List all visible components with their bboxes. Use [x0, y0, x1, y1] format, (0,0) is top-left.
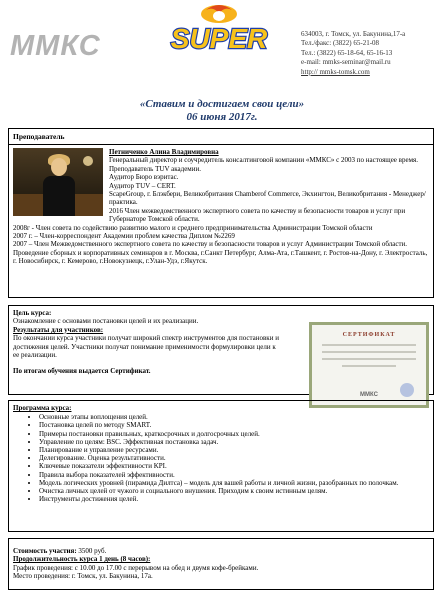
teacher-bio-line: Генеральный директор и соучредитель консалтинговой компании «ММКС» с 2003 по настоящее время.	[109, 156, 418, 165]
program-list	[13, 413, 429, 503]
teacher-bio-line: 2007 – Член Межведомственного экспертного совета по качеству и безопасности товаров и услуг Администрации Томской области.	[13, 240, 408, 249]
super-logo-graphic	[168, 2, 270, 70]
program-item: • Модель логических уровней (пирамида Дилтса) – модель для вашей работы и личной жизни, разобранных по полочкам.	[39, 479, 429, 487]
program-item: • Очистка личных целей от чужого и социального внушения. Приходим к своим истинным целям.	[39, 487, 429, 495]
teacher-bio-line: 2007 г. – Член-корреспондент Академии проблем качества Диплом №2269	[13, 232, 235, 241]
program-item: • Правила выбора показателей эффективности.	[39, 471, 429, 479]
results-text: По окончании курса участники получат широкий спектр инструментов для постановки и достижения целей. Участники получат понимание применимости формулировки цели к ее реализации.	[13, 334, 279, 360]
contact-fax: Тел./факс: (3822) 65-21-08	[301, 39, 380, 48]
program-item: • Делегирование. Оценка результативности.	[39, 454, 429, 462]
certificate-note: По итогам обучения выдается Сертификат.	[13, 367, 151, 376]
course-title-text: «Ставим и достигаем свои цели»	[139, 98, 305, 110]
teacher-name: Петниченко Алина Владимировна	[109, 148, 219, 156]
course-details-body	[9, 539, 433, 583]
teacher-bio-line: Аудитор Бюро вэритас.	[109, 173, 179, 182]
teacher-bio	[9, 145, 433, 269]
course-goal-section	[8, 305, 434, 398]
course-program-section	[8, 400, 434, 532]
cost-label: Стоимость участия:	[13, 547, 77, 555]
program-item: • Ключевые показатели эффективности KPI.	[39, 462, 429, 470]
teacher-bio-line: Проведение сборных и корпоративных семинаров в г. Москва, г.Санкт Петербург, Алма-Ата, г.Ташкент, г. Ростов-на-Дону, г. Электросталь, г. Новосибирск, г. Кемерово, г.Новокузнецк, г.Улан-Удэ, г.Якутск.	[13, 248, 428, 266]
program-heading: Программа курса:	[13, 404, 72, 412]
program-item: • Примеры постановки правильных, краткосрочных и долгосрочных целей.	[39, 430, 429, 438]
program-item: • Управление по целям: BSC. Эффективная постановка задач.	[39, 438, 429, 446]
certificate-title: СЕРТИФИКАТ	[342, 332, 396, 338]
program-item: • Планирование и управление ресурсами.	[39, 446, 429, 454]
super-logo	[168, 2, 270, 70]
teacher-bio-line: 2016 Член межведомственного экспертного совета по качеству и безопасности товаров и услуг при Губернаторе Томской области.	[109, 206, 406, 224]
course-goal-body	[9, 306, 433, 398]
duration-label: Продолжительность курса 1 день (8 часов):	[13, 555, 151, 564]
super-logo-text: SUPER	[170, 23, 268, 54]
contact-website-link[interactable]: http:// mmks-tomsk.com	[301, 67, 370, 76]
teacher-bio-line: Аудитор TUV – CERT.	[109, 181, 176, 190]
results-label: Результаты для участников:	[13, 325, 104, 334]
goal-text: Ознакомление с основами постановки целей и их реализации.	[13, 317, 199, 326]
contact-email[interactable]: e-mail: mmks-seminar@mail.ru	[301, 58, 391, 67]
goal-label: Цель курса:	[13, 309, 52, 317]
program-item: • Постановка целей по методу SMART.	[39, 421, 429, 429]
teacher-section	[8, 128, 434, 298]
teacher-bio-line: Преподаватель TUV академии.	[109, 164, 201, 173]
program-item: • Основные этапы воплощения целей.	[39, 413, 429, 421]
course-title	[0, 98, 444, 124]
contact-block	[301, 30, 443, 77]
schedule-text: График проведения: с 10.00 до 17.00 с перерывом на обед и двумя кофе-брейками.	[13, 563, 259, 572]
teacher-bio-line: ScapeGroup, г. Блэкбери, Великобритания Chamberof Commerce, Экхингтон, Великобритания - Менеджер/практика.	[109, 190, 426, 207]
cost-value: 3500 руб.	[78, 547, 107, 555]
certificate-seal-icon	[400, 383, 414, 397]
contact-address: 634003, г. Томск, ул. Бакунина,17-а	[301, 30, 406, 38]
course-details-section	[8, 538, 434, 590]
course-program-body	[9, 401, 433, 506]
venue-text: Место проведения: г. Томск, ул. Бакунина, 17а.	[13, 572, 153, 581]
certificate-logo: ММКС	[360, 391, 378, 398]
certificate-image	[309, 322, 429, 408]
teacher-heading: Преподаватель	[9, 129, 433, 145]
teacher-bio-line: 2008г - Член совета по содействию развитию малого и среднего предпринимательства Администрации Томской области	[13, 223, 373, 232]
course-date: 06 июня 2017г.	[186, 111, 258, 123]
teacher-photo	[13, 148, 103, 216]
program-item: • Инструменты достижения целей.	[39, 495, 429, 503]
mmks-logo: ММКС	[10, 30, 101, 62]
contact-phone: Тел.: (3822) 65-18-64, 65-16-13	[301, 48, 393, 57]
